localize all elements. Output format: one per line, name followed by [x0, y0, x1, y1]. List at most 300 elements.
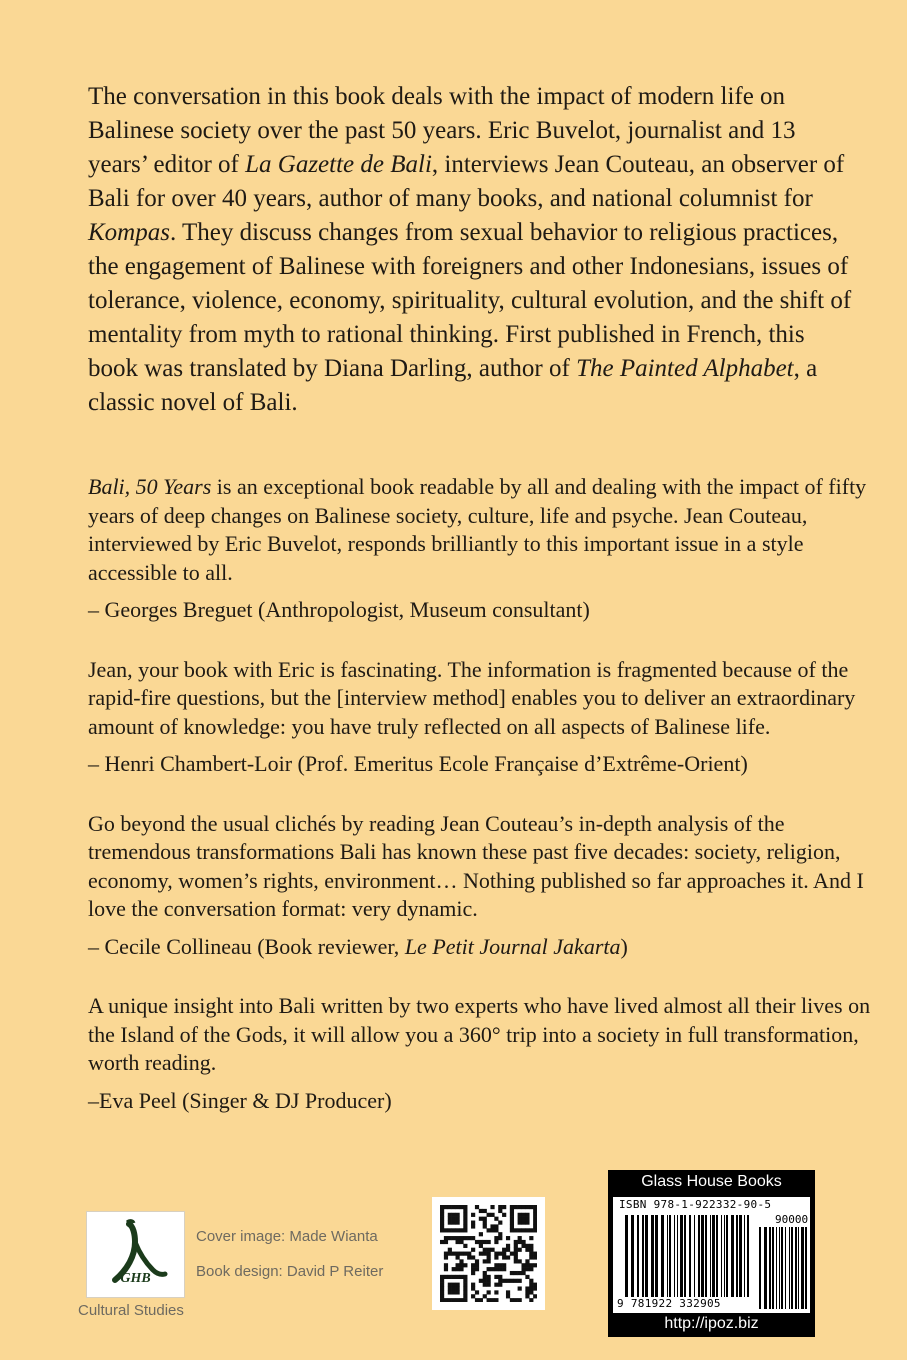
qr-module	[514, 1252, 518, 1256]
qr-module	[521, 1205, 525, 1209]
cover-image-credit: Cover image: Made Wianta	[196, 1228, 378, 1245]
qr-module	[487, 1240, 491, 1244]
qr-module	[498, 1205, 502, 1209]
qr-module	[529, 1248, 533, 1252]
qr-module	[440, 1205, 444, 1209]
qr-module	[479, 1252, 483, 1256]
qr-module	[483, 1252, 487, 1256]
qr-module	[475, 1205, 479, 1209]
qr-module	[529, 1290, 533, 1294]
qr-module	[448, 1236, 452, 1240]
qr-module	[510, 1213, 514, 1217]
qr-module	[483, 1224, 487, 1228]
qr-module	[448, 1283, 452, 1287]
qr-module	[452, 1290, 456, 1294]
qr-module	[471, 1271, 475, 1275]
qr-module	[444, 1228, 448, 1232]
barcode-bar	[795, 1227, 797, 1309]
text-run: , interviews Jean Couteau, an observer of Bali for over 40 years, author of many books, and national columnist for	[88, 151, 851, 212]
barcode-bar	[798, 1227, 799, 1309]
qr-module	[483, 1283, 487, 1287]
qr-module	[483, 1221, 487, 1225]
qr-module	[518, 1213, 522, 1217]
qr-module	[498, 1236, 502, 1240]
barcode-bar	[669, 1215, 671, 1297]
text-run: A unique insight into Bali written by two experts who have lived almost all their lives on the Island of the Gods, it will allow you a 360° trip into a society in full transformation, worth reading.	[88, 993, 871, 1075]
qr-module	[518, 1279, 522, 1283]
barcode-bar	[651, 1215, 654, 1297]
qr-module	[529, 1279, 533, 1283]
qr-module	[483, 1209, 487, 1213]
quote-attribution	[88, 596, 878, 625]
qr-module	[483, 1259, 487, 1263]
qr-module	[533, 1217, 537, 1221]
qr-module	[525, 1217, 529, 1221]
qr-module	[494, 1240, 498, 1244]
qr-module	[514, 1228, 518, 1232]
qr-module	[440, 1275, 444, 1279]
qr-module	[533, 1221, 537, 1225]
qr-module	[525, 1248, 529, 1252]
qr-module	[463, 1205, 467, 1209]
qr-module	[518, 1286, 522, 1290]
qr-module	[529, 1298, 533, 1302]
qr-module	[529, 1255, 533, 1259]
qr-module	[494, 1275, 498, 1279]
qr-module	[533, 1228, 537, 1232]
qr-module	[487, 1252, 491, 1256]
qr-module	[506, 1255, 510, 1259]
italic-title: La Gazette de Bali	[245, 151, 432, 178]
qr-module	[518, 1298, 522, 1302]
qr-module	[475, 1298, 479, 1302]
barcode-bar	[642, 1215, 644, 1297]
qr-module	[518, 1248, 522, 1252]
qr-module	[525, 1294, 529, 1298]
qr-module	[456, 1205, 460, 1209]
qr-module	[529, 1244, 533, 1248]
barcode-bar	[705, 1215, 707, 1297]
qr-module	[459, 1205, 463, 1209]
qr-module	[487, 1213, 491, 1217]
qr-module	[498, 1267, 502, 1271]
qr-module	[494, 1298, 498, 1302]
qr-module	[440, 1217, 444, 1221]
qr-module	[490, 1213, 494, 1217]
qr-module	[525, 1205, 529, 1209]
qr-module	[525, 1290, 529, 1294]
qr-module	[502, 1252, 506, 1256]
imprint-label: Cultural Studies	[78, 1302, 184, 1319]
qr-module	[459, 1259, 463, 1263]
qr-module	[518, 1259, 522, 1263]
qr-module	[506, 1236, 510, 1240]
qr-module	[521, 1271, 525, 1275]
qr-module	[490, 1224, 494, 1228]
qr-module	[514, 1248, 518, 1252]
text-run: )	[620, 933, 628, 959]
barcode-digits: 9 781922 332905	[617, 1297, 721, 1310]
barcode-bar	[776, 1227, 777, 1309]
publisher-url: http://ipoz.biz	[664, 1315, 759, 1332]
barcode-bar	[726, 1215, 728, 1297]
qr-module	[498, 1232, 502, 1236]
qr-module	[448, 1213, 452, 1217]
qr-module	[487, 1298, 491, 1302]
qr-module	[490, 1228, 494, 1232]
qr-code-icon	[440, 1205, 537, 1302]
quote-breguet	[88, 473, 878, 625]
qr-module	[456, 1228, 460, 1232]
qr-module	[448, 1286, 452, 1290]
qr-module	[498, 1252, 502, 1256]
qr-module	[456, 1252, 460, 1256]
qr-module	[510, 1205, 514, 1209]
qr-module	[514, 1279, 518, 1283]
qr-module	[448, 1290, 452, 1294]
qr-module	[456, 1213, 460, 1217]
qr-module	[498, 1263, 502, 1267]
qr-module	[487, 1228, 491, 1232]
qr-module	[525, 1286, 529, 1290]
qr-module	[533, 1255, 537, 1259]
qr-module	[471, 1248, 475, 1252]
qr-module	[483, 1294, 487, 1298]
qr-module	[514, 1259, 518, 1263]
qr-module	[521, 1221, 525, 1225]
qr-module	[498, 1209, 502, 1213]
qr-module	[456, 1240, 460, 1244]
qr-module	[521, 1263, 525, 1267]
qr-module	[521, 1244, 525, 1248]
barcode-bar	[716, 1215, 718, 1297]
qr-module	[510, 1209, 514, 1213]
qr-module	[529, 1283, 533, 1287]
qr-module	[529, 1252, 533, 1256]
qr-module	[456, 1236, 460, 1240]
qr-module	[529, 1286, 533, 1290]
qr-module	[463, 1209, 467, 1213]
qr-module	[459, 1267, 463, 1271]
qr-module	[452, 1286, 456, 1290]
qr-module	[494, 1283, 498, 1287]
qr-module	[533, 1286, 537, 1290]
qr-module	[471, 1283, 475, 1287]
qr-module	[521, 1217, 525, 1221]
qr-module	[533, 1224, 537, 1228]
qr-module	[475, 1263, 479, 1267]
barcode-bar	[674, 1215, 675, 1297]
qr-module	[448, 1228, 452, 1232]
qr-module	[510, 1298, 514, 1302]
text-run: , a classic novel of Bali.	[88, 355, 824, 416]
text-run: The conversation in this book deals with the impact of modern life on Balinese society over the past 50 years. Eric Buvelot, journalist and 13 years’ editor of	[88, 83, 802, 178]
qr-module	[479, 1232, 483, 1236]
text-run: –Eva Peel (Singer & DJ Producer)	[88, 1087, 392, 1113]
qr-module	[502, 1255, 506, 1259]
barcode-bar	[631, 1215, 634, 1297]
barcode-bar	[625, 1215, 628, 1297]
barcode-bar	[764, 1227, 767, 1309]
qr-module	[463, 1290, 467, 1294]
qr-module	[448, 1221, 452, 1225]
qr-module	[506, 1248, 510, 1252]
qr-module	[448, 1252, 452, 1256]
qr-module	[487, 1279, 491, 1283]
qr-code	[432, 1197, 545, 1310]
italic-title: The Painted Alphabet	[576, 355, 794, 382]
qr-module	[456, 1255, 460, 1259]
blurb-paragraph	[88, 80, 858, 420]
qr-module	[448, 1205, 452, 1209]
qr-module	[483, 1217, 487, 1221]
qr-module	[444, 1205, 448, 1209]
qr-module	[502, 1279, 506, 1283]
qr-module	[444, 1236, 448, 1240]
qr-module	[533, 1263, 537, 1267]
qr-module	[510, 1252, 514, 1256]
qr-module	[494, 1263, 498, 1267]
book-design-credit: Book design: David P Reiter	[196, 1263, 384, 1280]
qr-module	[502, 1213, 506, 1217]
qr-module	[448, 1217, 452, 1221]
qr-module	[506, 1279, 510, 1283]
barcode-block	[608, 1170, 815, 1337]
qr-module	[514, 1244, 518, 1248]
qr-module	[440, 1290, 444, 1294]
quote-text	[88, 992, 878, 1078]
qr-module	[494, 1224, 498, 1228]
qr-module	[533, 1213, 537, 1217]
qr-module	[494, 1255, 498, 1259]
qr-module	[452, 1267, 456, 1271]
qr-module	[525, 1221, 529, 1225]
qr-module	[490, 1267, 494, 1271]
qr-module	[514, 1298, 518, 1302]
qr-module	[452, 1236, 456, 1240]
qr-module	[444, 1263, 448, 1267]
qr-module	[525, 1213, 529, 1217]
qr-module	[452, 1298, 456, 1302]
qr-module	[518, 1271, 522, 1275]
quote-chambert-loir	[88, 656, 878, 779]
barcode-bar	[791, 1227, 793, 1309]
quote-text	[88, 473, 878, 587]
qr-module	[456, 1290, 460, 1294]
qr-module	[510, 1279, 514, 1283]
qr-module	[487, 1255, 491, 1259]
qr-module	[448, 1275, 452, 1279]
qr-module	[479, 1209, 483, 1213]
qr-module	[533, 1209, 537, 1213]
qr-module	[479, 1279, 483, 1283]
qr-module	[463, 1283, 467, 1287]
qr-module	[440, 1279, 444, 1283]
qr-module	[494, 1217, 498, 1221]
qr-module	[463, 1217, 467, 1221]
qr-module	[506, 1294, 510, 1298]
qr-module	[463, 1286, 467, 1290]
italic-title: Le Petit Journal Jakarta	[404, 933, 621, 959]
quote-text	[88, 810, 878, 924]
qr-module	[475, 1240, 479, 1244]
qr-module	[487, 1267, 491, 1271]
qr-module	[471, 1263, 475, 1267]
qr-module	[471, 1221, 475, 1225]
qr-module	[440, 1240, 444, 1244]
qr-module	[521, 1267, 525, 1271]
qr-module	[502, 1263, 506, 1267]
barcode-bar	[698, 1215, 700, 1297]
publisher-logo	[86, 1211, 185, 1298]
qr-module	[498, 1275, 502, 1279]
barcode-bar	[684, 1215, 686, 1297]
qr-module	[487, 1259, 491, 1263]
qr-module	[490, 1205, 494, 1209]
qr-module	[463, 1263, 467, 1267]
qr-module	[533, 1205, 537, 1209]
qr-module	[440, 1298, 444, 1302]
qr-module	[479, 1240, 483, 1244]
qr-module	[444, 1240, 448, 1244]
qr-module	[456, 1298, 460, 1302]
qr-module	[452, 1283, 456, 1287]
qr-module	[483, 1248, 487, 1252]
qr-module	[498, 1279, 502, 1283]
qr-module	[525, 1267, 529, 1271]
barcode-bar	[680, 1215, 683, 1297]
barcode-bar	[712, 1215, 715, 1297]
qr-module	[452, 1213, 456, 1217]
barcode-bar	[710, 1215, 711, 1297]
qr-module	[463, 1252, 467, 1256]
qr-module	[452, 1275, 456, 1279]
qr-module	[471, 1236, 475, 1240]
qr-module	[456, 1286, 460, 1290]
qr-module	[440, 1213, 444, 1217]
qr-module	[440, 1221, 444, 1225]
qr-module	[514, 1205, 518, 1209]
qr-module	[440, 1209, 444, 1213]
qr-module	[510, 1271, 514, 1275]
qr-module	[475, 1290, 479, 1294]
barcode-bar	[801, 1227, 804, 1309]
qr-module	[525, 1259, 529, 1263]
qr-module	[518, 1205, 522, 1209]
qr-module	[479, 1244, 483, 1248]
qr-module	[444, 1255, 448, 1259]
text-run: is an exceptional book readable by all and dealing with the impact of fifty years of deep changes on Balinese society, culture, life and psyche. Jean Couteau, interviewed by Eric Buvelot, responds brilliantly to this important issue in a style accessible to all.	[88, 474, 867, 585]
barcode-bar	[759, 1227, 761, 1309]
qr-module	[533, 1283, 537, 1287]
qr-module	[452, 1252, 456, 1256]
qr-module	[448, 1298, 452, 1302]
qr-module	[456, 1263, 460, 1267]
barcode-bar	[701, 1215, 704, 1297]
barcode-bar	[781, 1227, 783, 1309]
barcode-bar	[721, 1215, 722, 1297]
qr-module	[463, 1228, 467, 1232]
qr-module	[529, 1228, 533, 1232]
qr-module	[518, 1221, 522, 1225]
italic-title: Bali, 50 Years	[88, 474, 212, 499]
barcode-bar	[769, 1227, 771, 1309]
text-run: Jean, your book with Eric is fascinating. The information is fragmented because of the rapid-fire questions, but the [interview method] enables you to deliver an extraordinary amount of knowledge: you have truly reflected on all aspects of Balinese life.	[88, 656, 856, 739]
qr-module	[518, 1240, 522, 1244]
barcode-bar	[645, 1215, 648, 1297]
qr-module	[494, 1252, 498, 1256]
barcode-bar	[655, 1215, 658, 1297]
qr-module	[510, 1228, 514, 1232]
qr-module	[471, 1294, 475, 1298]
qr-module	[506, 1244, 510, 1248]
qr-module	[518, 1228, 522, 1232]
barcode-bar	[744, 1215, 745, 1297]
qr-module	[494, 1267, 498, 1271]
barcode-bar	[689, 1215, 691, 1297]
qr-module	[463, 1298, 467, 1302]
barcode-bar	[637, 1215, 639, 1297]
qr-module	[456, 1283, 460, 1287]
isbn-text: ISBN 978-1-922332-90-5	[619, 1198, 772, 1211]
text-run: . They discuss changes from sexual behavior to religious practices, the engagement of Balinese with foreigners and other Indonesians, issues of tolerance, violence, economy, spirituality, cultural evolution, and the shift of mentality from myth to rational thinking. First published in French, this book was translated by Diana Darling, author of	[88, 219, 858, 382]
barcode-bar	[724, 1215, 725, 1297]
qr-module	[525, 1263, 529, 1267]
qr-module	[487, 1248, 491, 1252]
qr-module	[487, 1275, 491, 1279]
qr-module	[529, 1263, 533, 1267]
qr-module	[452, 1205, 456, 1209]
qr-module	[502, 1267, 506, 1271]
qr-module	[456, 1267, 460, 1271]
qr-module	[459, 1252, 463, 1256]
qr-module	[525, 1228, 529, 1232]
qr-module	[467, 1252, 471, 1256]
qr-module	[452, 1217, 456, 1221]
qr-module	[483, 1271, 487, 1275]
qr-module	[494, 1236, 498, 1240]
qr-module	[490, 1248, 494, 1252]
qr-module	[475, 1267, 479, 1271]
qr-module	[502, 1205, 506, 1209]
qr-module	[518, 1236, 522, 1240]
qr-module	[525, 1275, 529, 1279]
qr-module	[494, 1228, 498, 1232]
qr-module	[510, 1221, 514, 1225]
qr-module	[467, 1255, 471, 1259]
text-run: – Henri Chambert-Loir (Prof. Emeritus Ecole Française d’Extrême-Orient)	[88, 751, 748, 776]
qr-module	[533, 1294, 537, 1298]
qr-module	[498, 1283, 502, 1287]
barcode-bar	[661, 1215, 664, 1297]
qr-module	[459, 1240, 463, 1244]
text-run: – Cecile Collineau (Book reviewer,	[88, 933, 405, 959]
barcode-publisher: Glass House Books	[641, 1173, 782, 1190]
barcode-bar	[789, 1227, 790, 1309]
qr-module	[463, 1221, 467, 1225]
qr-module	[479, 1217, 483, 1221]
qr-module	[463, 1279, 467, 1283]
qr-module	[463, 1275, 467, 1279]
qr-module	[440, 1294, 444, 1298]
qr-module	[525, 1244, 529, 1248]
qr-module	[490, 1298, 494, 1302]
qr-module	[471, 1224, 475, 1228]
blurb	[88, 80, 858, 420]
qr-module	[479, 1298, 483, 1302]
qr-module	[475, 1259, 479, 1263]
qr-module	[529, 1205, 533, 1209]
